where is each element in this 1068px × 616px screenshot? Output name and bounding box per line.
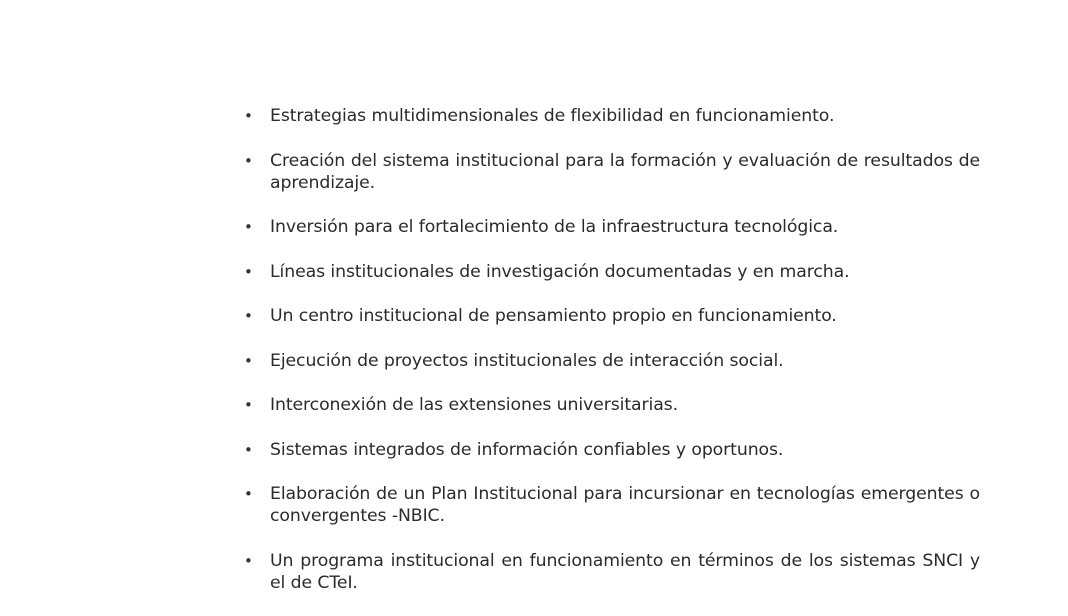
bullet-marker: •: [244, 351, 253, 370]
list-item: [244, 150, 980, 194]
list-item: [244, 550, 980, 594]
list-item-text: Sistemas integrados de información confiables y oportunos.: [270, 439, 784, 460]
list-item-text: Estrategias multidimensionales de flexibilidad en funcionamiento.: [270, 106, 835, 126]
bullet-marker: •: [244, 307, 253, 325]
list-item: [244, 394, 980, 416]
list-item: [244, 439, 980, 461]
list-item-text: Un programa institucional en funcionamiento en términos de los sistemas SNCI y el de CTeI.: [270, 550, 980, 593]
list-item-text: Interconexión de las extensiones universitarias.: [270, 395, 678, 415]
list-item: [244, 261, 980, 283]
bullet-marker: •: [244, 218, 253, 236]
bullet-marker: •: [244, 551, 253, 570]
list-item-text: Un centro institucional de pensamiento propio en funcionamiento.: [270, 306, 837, 326]
bullet-marker: •: [244, 151, 253, 170]
list-item: [244, 483, 980, 527]
list-item: [244, 305, 980, 327]
list-item-text: Ejecución de proyectos institucionales de interacción social.: [270, 350, 784, 371]
list-item-text: Elaboración de un Plan Institucional para incursionar en tecnologías emergentes o convergentes -NBIC.: [270, 484, 980, 526]
list-item: [244, 350, 980, 372]
list-item-text: Líneas institucionales de investigación documentadas y en marcha.: [270, 261, 850, 282]
bullet-marker: •: [244, 440, 253, 459]
list-item: [244, 216, 980, 238]
bullet-marker: •: [244, 485, 253, 503]
list-item-text: Inversión para el fortalecimiento de la infraestructura tecnológica.: [270, 217, 839, 237]
bullet-marker: •: [244, 107, 253, 125]
list-item-text: Creación del sistema institucional para la formación y evaluación de resultados de aprendizaje.: [270, 150, 980, 193]
bullet-marker: •: [244, 262, 253, 281]
list-item: [244, 105, 980, 127]
bullet-list: [244, 105, 980, 616]
bullet-marker: •: [244, 396, 253, 414]
